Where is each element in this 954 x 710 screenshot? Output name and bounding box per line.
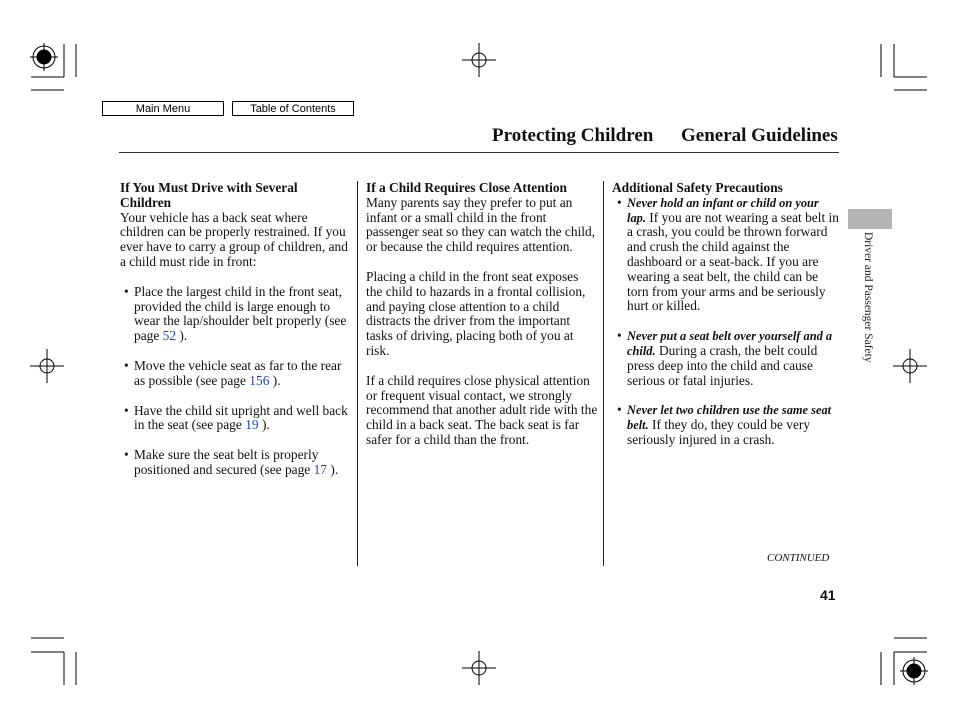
list-item: • Never let two children use the same seat belt. If they do, they could be very seriously injured in a crash. (617, 402, 832, 447)
crop-lines-top-left (31, 44, 76, 90)
subsection-title: General Guidelines (681, 125, 838, 146)
paragraph: If a child requires close physical attention or frequent visual contact, we strongly recommend that another adult ride with the child in a back seat. The back seat is far safer for a child than the front. (366, 372, 598, 447)
registration-crosshair-icon (30, 349, 64, 383)
header-divider (119, 152, 839, 153)
warning-text: Never hold an infant or child on your lap. (627, 195, 819, 225)
list-item: • Place the largest child in the front seat, provided the child is large enough to wear the lap/shoulder belt properly (see page 52 ). (124, 283, 347, 344)
crop-lines-bottom-right (881, 638, 927, 685)
bullet-text: Place the largest child in the front seat, provided the child is large enough to wear the lap/shoulder belt properly (see page (134, 283, 347, 344)
column-close-attention (366, 181, 598, 448)
chapter-side-label: Driver and Passenger Safety (862, 232, 874, 363)
registration-crosshair-icon (893, 349, 927, 383)
warning-text: Never put a seat belt over yourself and a child. (627, 329, 833, 358)
main-menu-button[interactable]: Main Menu (102, 101, 224, 116)
heading-safety-precautions: Additional Safety Precautions (612, 180, 783, 195)
heading-close-attention: If a Child Requires Close Attention (366, 180, 567, 195)
page-link[interactable]: 19 (245, 417, 259, 433)
page-link[interactable]: 17 (313, 461, 327, 477)
printer-target-icon (900, 657, 928, 685)
column-divider (603, 181, 604, 566)
column-several-children (120, 181, 352, 478)
printer-target-icon (30, 43, 58, 71)
chapter-tab (848, 209, 892, 229)
bullet-text: If you are not wearing a seat belt in a crash, you could be thrown forward and crush the child against the dashboard or a seat-back. If you are wearing a seat belt, the child can be torn from your arms and be seriously hurt or killed. (627, 209, 839, 314)
crop-lines-bottom-left (31, 638, 76, 685)
paragraph: Placing a child in the front seat exposes the child to hazards in a frontal collision, and paying close attention to a child distracts the driver from the important tasks of driving, placing both of you at risk. (366, 268, 586, 358)
paragraph: Many parents say they prefer to put an infant or a small child in the front passenger seat so they can watch the child, or because the child requires attention. (366, 194, 596, 255)
list-item: • Have the child sit upright and well back in the seat (see page 19 ). (124, 402, 348, 433)
bullet-text: Make sure the seat belt is properly positioned and secured (see page (134, 447, 319, 477)
list-item: • Move the vehicle seat as far to the rear as possible (see page 156 ). (124, 357, 342, 388)
bullet-text: Have the child sit upright and well back in the seat (see page (134, 402, 348, 433)
list-item: • Make sure the seat belt is properly positioned and secured (see page 17 ). (124, 447, 339, 477)
registration-crosshair-icon (462, 651, 496, 685)
page-number: 41 (820, 587, 836, 603)
registration-crosshair-icon (462, 43, 496, 77)
intro-paragraph: Your vehicle has a back seat where children can be properly restrained. If you ever have to carry a group of children, and a child must ride in front: (120, 209, 348, 269)
table-of-contents-button[interactable]: Table of Contents (232, 101, 354, 116)
list-item: • Never hold an infant or child on your lap. If you are not wearing a seat belt in a crash, you could be thrown forward and crush the child against the dashboard or a seat-back. If you are wearing a seat belt, the child can be torn from your arms and be seriously hurt or killed. (617, 194, 839, 314)
bullet-text: Move the vehicle seat as far to the rear as possible (see page (134, 357, 342, 388)
list-item: • Never put a seat belt over yourself and a child. During a crash, the belt could press deep into the child and cause serious or fatal injuries. (617, 328, 833, 388)
heading-several-children: If You Must Drive with Several Children (120, 180, 298, 210)
bullet-text: If they do, they could be very seriously injured in a crash. (627, 417, 811, 447)
continued-label: CONTINUED (767, 552, 830, 564)
page-link[interactable]: 156 (249, 372, 270, 388)
section-title: Protecting Children (492, 125, 654, 146)
crop-lines-top-right (881, 44, 927, 90)
column-safety-precautions (612, 181, 840, 448)
page-link[interactable]: 52 (162, 328, 177, 344)
bullet-text: During a crash, the belt could press deep into the child and cause serious or fatal injuries. (627, 342, 818, 388)
warning-text: Never let two children use the same seat belt. (627, 403, 832, 433)
column-divider (357, 181, 358, 566)
